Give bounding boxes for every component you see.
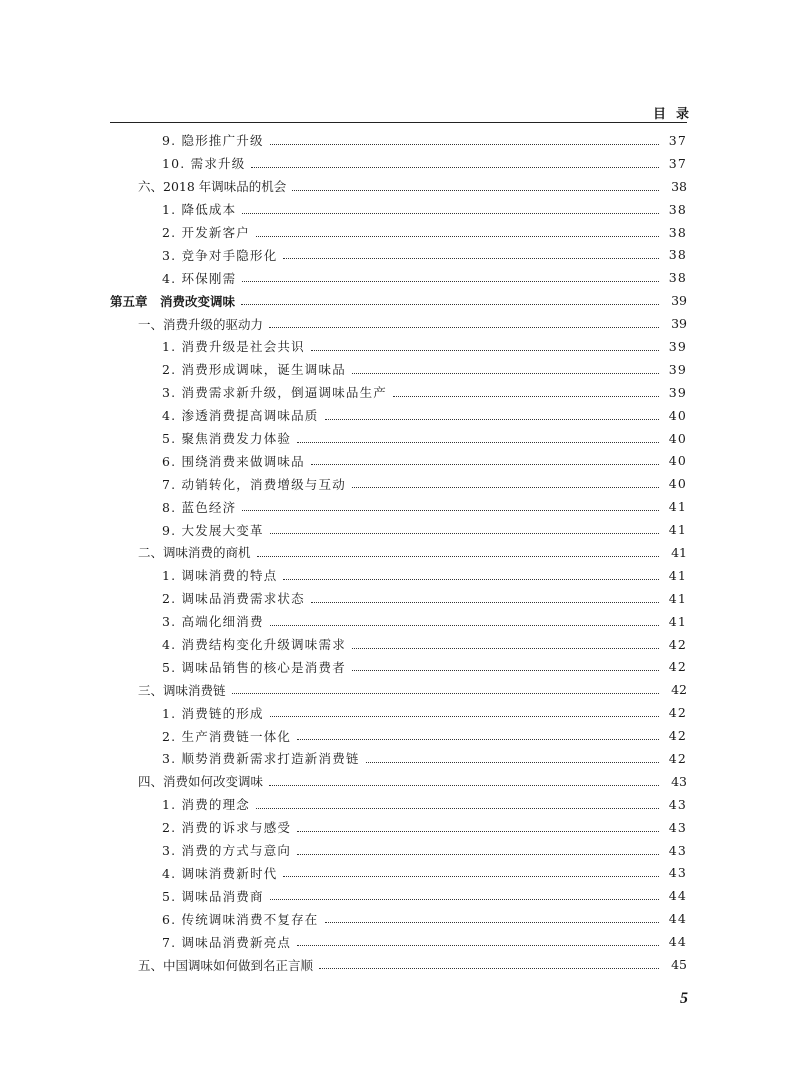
toc-entry-label: 5. 聚焦消费发力体验 <box>162 431 292 447</box>
toc-entry-page: 38 <box>671 178 687 194</box>
toc-entry-page: 37 <box>668 132 687 148</box>
toc-entry-page: 39 <box>671 293 687 309</box>
toc-leader-dots <box>325 419 659 420</box>
toc-leader-dots <box>241 304 659 305</box>
toc-entry-page: 39 <box>671 316 687 332</box>
toc-entry-item <box>110 358 687 381</box>
page-number: 5 <box>680 990 688 1007</box>
toc-entry-item <box>110 221 687 244</box>
toc-entry-item <box>110 495 687 518</box>
toc-leader-dots <box>352 648 659 649</box>
toc-leader-dots <box>242 510 659 511</box>
toc-entry-page: 42 <box>671 682 687 698</box>
toc-entry-page: 39 <box>668 384 687 400</box>
toc-entry-page: 39 <box>668 338 687 354</box>
running-header-title: 目录 <box>652 107 699 122</box>
toc-leader-dots <box>232 693 659 694</box>
toc-entry-page: 42 <box>668 705 687 721</box>
toc-leader-dots <box>292 190 659 191</box>
toc-entry-item <box>110 610 687 633</box>
toc-entry-label: 1. 调味消费的特点 <box>162 568 278 584</box>
toc-entry-item <box>110 633 687 656</box>
toc-leader-dots <box>270 144 659 145</box>
toc-entry-label: 2. 消费形成调味，诞生调味品 <box>162 362 346 378</box>
toc-entry-label: 4. 调味消费新时代 <box>162 865 278 881</box>
toc-entry-label: 2. 开发新客户 <box>162 225 250 240</box>
toc-entry-item <box>110 266 687 289</box>
toc-entry-label: 9. 隐形推广升级 <box>162 133 264 149</box>
toc-entry-item <box>110 793 687 816</box>
toc-entry-label: 1. 降低成本 <box>162 202 237 218</box>
toc-leader-dots <box>311 602 659 603</box>
toc-leader-dots <box>352 670 659 671</box>
toc-leader-dots <box>297 831 659 832</box>
toc-entry-label: 8. 蓝色经济 <box>162 499 237 515</box>
toc-entry-label: 6. 围绕消费来做调味品 <box>162 453 305 469</box>
toc-entry-label: 1. 消费链的形成 <box>162 705 264 721</box>
header-rule <box>110 122 687 123</box>
toc-entry-page: 41 <box>668 590 687 606</box>
toc-entry-item <box>110 884 687 907</box>
toc-entry-page: 44 <box>668 911 687 927</box>
toc-leader-dots <box>393 396 659 397</box>
toc-entry-page: 41 <box>668 567 687 583</box>
toc-leader-dots <box>311 350 659 351</box>
toc-leader-dots <box>283 258 659 259</box>
toc-entry-page: 41 <box>668 613 687 629</box>
toc-leader-dots <box>297 739 659 740</box>
toc-entry-page: 43 <box>668 865 687 881</box>
toc-entry-label: 3. 顺势消费新需求打造新消费链 <box>162 751 360 767</box>
toc-entry-section <box>110 312 687 335</box>
toc-leader-dots <box>325 922 659 923</box>
toc-entry-item <box>110 427 687 450</box>
toc-entry-page: 45 <box>671 957 687 972</box>
toc-entry-item <box>110 449 687 472</box>
toc-entry-item <box>110 335 687 358</box>
toc-entry-label: 3. 竞争对手隐形化 <box>162 247 278 263</box>
toc-entry-page: 43 <box>668 796 687 812</box>
toc-entry-page: 44 <box>668 888 687 904</box>
toc-entry-label: 3. 消费需求新升级，倒逼调味品生产 <box>162 385 388 401</box>
toc-entry-label: 3. 高端化细消费 <box>162 614 264 630</box>
toc-leader-dots <box>256 236 659 237</box>
toc-entry-section <box>110 953 687 976</box>
toc-leader-dots <box>270 716 659 717</box>
toc-entry-label: 7. 调味品消费新亮点 <box>162 934 292 950</box>
toc-entry-item <box>110 381 687 404</box>
toc-entry-item <box>110 404 687 427</box>
toc-entry-label: 四、消费如何改变调味 <box>138 774 264 790</box>
toc-entry-label: 三、调味消费链 <box>138 682 226 698</box>
toc-entry-section <box>110 678 687 701</box>
toc-entry-label: 五、中国调味如何做到名正言顺 <box>138 957 314 973</box>
toc-leader-dots <box>352 373 659 374</box>
toc-entry-page: 42 <box>668 659 687 675</box>
toc-entry-item <box>110 243 687 266</box>
toc-entry-page: 40 <box>668 476 687 492</box>
toc-leader-dots <box>297 945 659 946</box>
toc-entry-page: 43 <box>668 819 687 835</box>
toc-entry-page: 42 <box>668 750 687 766</box>
toc-leader-dots <box>297 442 659 443</box>
toc-leader-dots <box>269 785 659 786</box>
toc-entry-item <box>110 747 687 770</box>
toc-entry-page: 43 <box>671 773 687 789</box>
toc-leader-dots <box>283 876 659 877</box>
toc-entry-label: 5. 调味品消费商 <box>162 888 264 904</box>
toc-leader-dots <box>283 579 659 580</box>
toc-entry-label: 2. 调味品消费需求状态 <box>162 591 305 607</box>
toc-entry-section <box>110 175 687 198</box>
toc-entry-label: 4. 环保刚需 <box>162 270 237 286</box>
toc-entry-label: 4. 渗透消费提高调味品质 <box>162 408 319 424</box>
toc-leader-dots <box>270 625 659 626</box>
toc-leader-dots <box>270 899 659 900</box>
toc-entry-chapter <box>110 289 687 312</box>
toc-entry-label: 7. 动销转化，消费增级与互动 <box>162 476 346 492</box>
toc-entry-label: 六、2018 年调味品的机会 <box>138 179 287 195</box>
toc-entry-label: 5. 调味品销售的核心是消费者 <box>162 659 346 675</box>
toc-entry-label: 第五章 消费改变调味 <box>110 293 236 309</box>
toc-leader-dots <box>319 968 659 969</box>
toc-entry-item <box>110 472 687 495</box>
toc-entry-label: 2. 消费的诉求与感受 <box>162 820 292 836</box>
toc-entry-item <box>110 701 687 724</box>
toc-entry-page: 41 <box>671 544 687 560</box>
toc-entry-page: 38 <box>668 224 687 240</box>
toc-entry-page: 44 <box>668 934 687 950</box>
toc-entry-item <box>110 518 687 541</box>
toc-entry-page: 41 <box>668 522 687 538</box>
toc-entry-item <box>110 816 687 839</box>
toc-entry-page: 42 <box>668 636 687 652</box>
toc-entry-label: 4. 消费结构变化升级调味需求 <box>162 637 346 653</box>
toc-entry-label: 1. 消费的理念 <box>162 797 250 813</box>
toc-leader-dots <box>269 327 659 328</box>
toc-entry-page: 40 <box>668 430 687 446</box>
table-of-contents <box>110 129 687 976</box>
toc-entry-page: 42 <box>668 728 687 744</box>
toc-entry-label: 9. 大发展大变革 <box>162 522 264 538</box>
toc-leader-dots <box>256 808 659 809</box>
toc-entry-label: 6. 传统调味消费不复存在 <box>162 911 319 927</box>
toc-leader-dots <box>242 281 659 282</box>
toc-entry-page: 39 <box>668 361 687 377</box>
toc-leader-dots <box>257 556 659 557</box>
toc-entry-item <box>110 564 687 587</box>
toc-entry-label: 1. 消费升级是社会共识 <box>162 339 305 355</box>
toc-entry-section <box>110 541 687 564</box>
toc-entry-item <box>110 839 687 862</box>
toc-entry-label: 2. 生产消费链一体化 <box>162 728 292 744</box>
toc-leader-dots <box>311 464 659 465</box>
toc-entry-page: 38 <box>668 270 687 286</box>
toc-entry-label: 一、消费升级的驱动力 <box>138 316 264 332</box>
toc-entry-item <box>110 655 687 678</box>
toc-entry-page: 40 <box>668 453 687 469</box>
toc-entry-page: 41 <box>668 499 687 515</box>
toc-entry-label: 10. 需求升级 <box>162 156 246 172</box>
toc-entry-page: 37 <box>668 155 687 171</box>
toc-entry-page: 38 <box>668 247 687 263</box>
toc-leader-dots <box>270 533 659 534</box>
toc-entry-section <box>110 770 687 793</box>
toc-entry-label: 3. 消费的方式与意向 <box>162 843 292 859</box>
toc-entry-item <box>110 930 687 953</box>
toc-entry-item <box>110 724 687 747</box>
toc-entry-page: 40 <box>668 407 687 423</box>
toc-entry-item <box>110 907 687 930</box>
toc-leader-dots <box>297 854 659 855</box>
toc-entry-item <box>110 587 687 610</box>
toc-leader-dots <box>366 762 659 763</box>
toc-entry-page: 38 <box>668 201 687 217</box>
toc-entry-page: 43 <box>668 842 687 858</box>
toc-entry-item <box>110 862 687 885</box>
toc-entry-label: 二、调味消费的商机 <box>138 545 251 561</box>
toc-entry-item <box>110 152 687 175</box>
toc-leader-dots <box>242 213 659 214</box>
toc-entry-item <box>110 198 687 221</box>
toc-leader-dots <box>352 487 659 488</box>
toc-entry-item <box>110 129 687 152</box>
toc-leader-dots <box>251 167 659 168</box>
